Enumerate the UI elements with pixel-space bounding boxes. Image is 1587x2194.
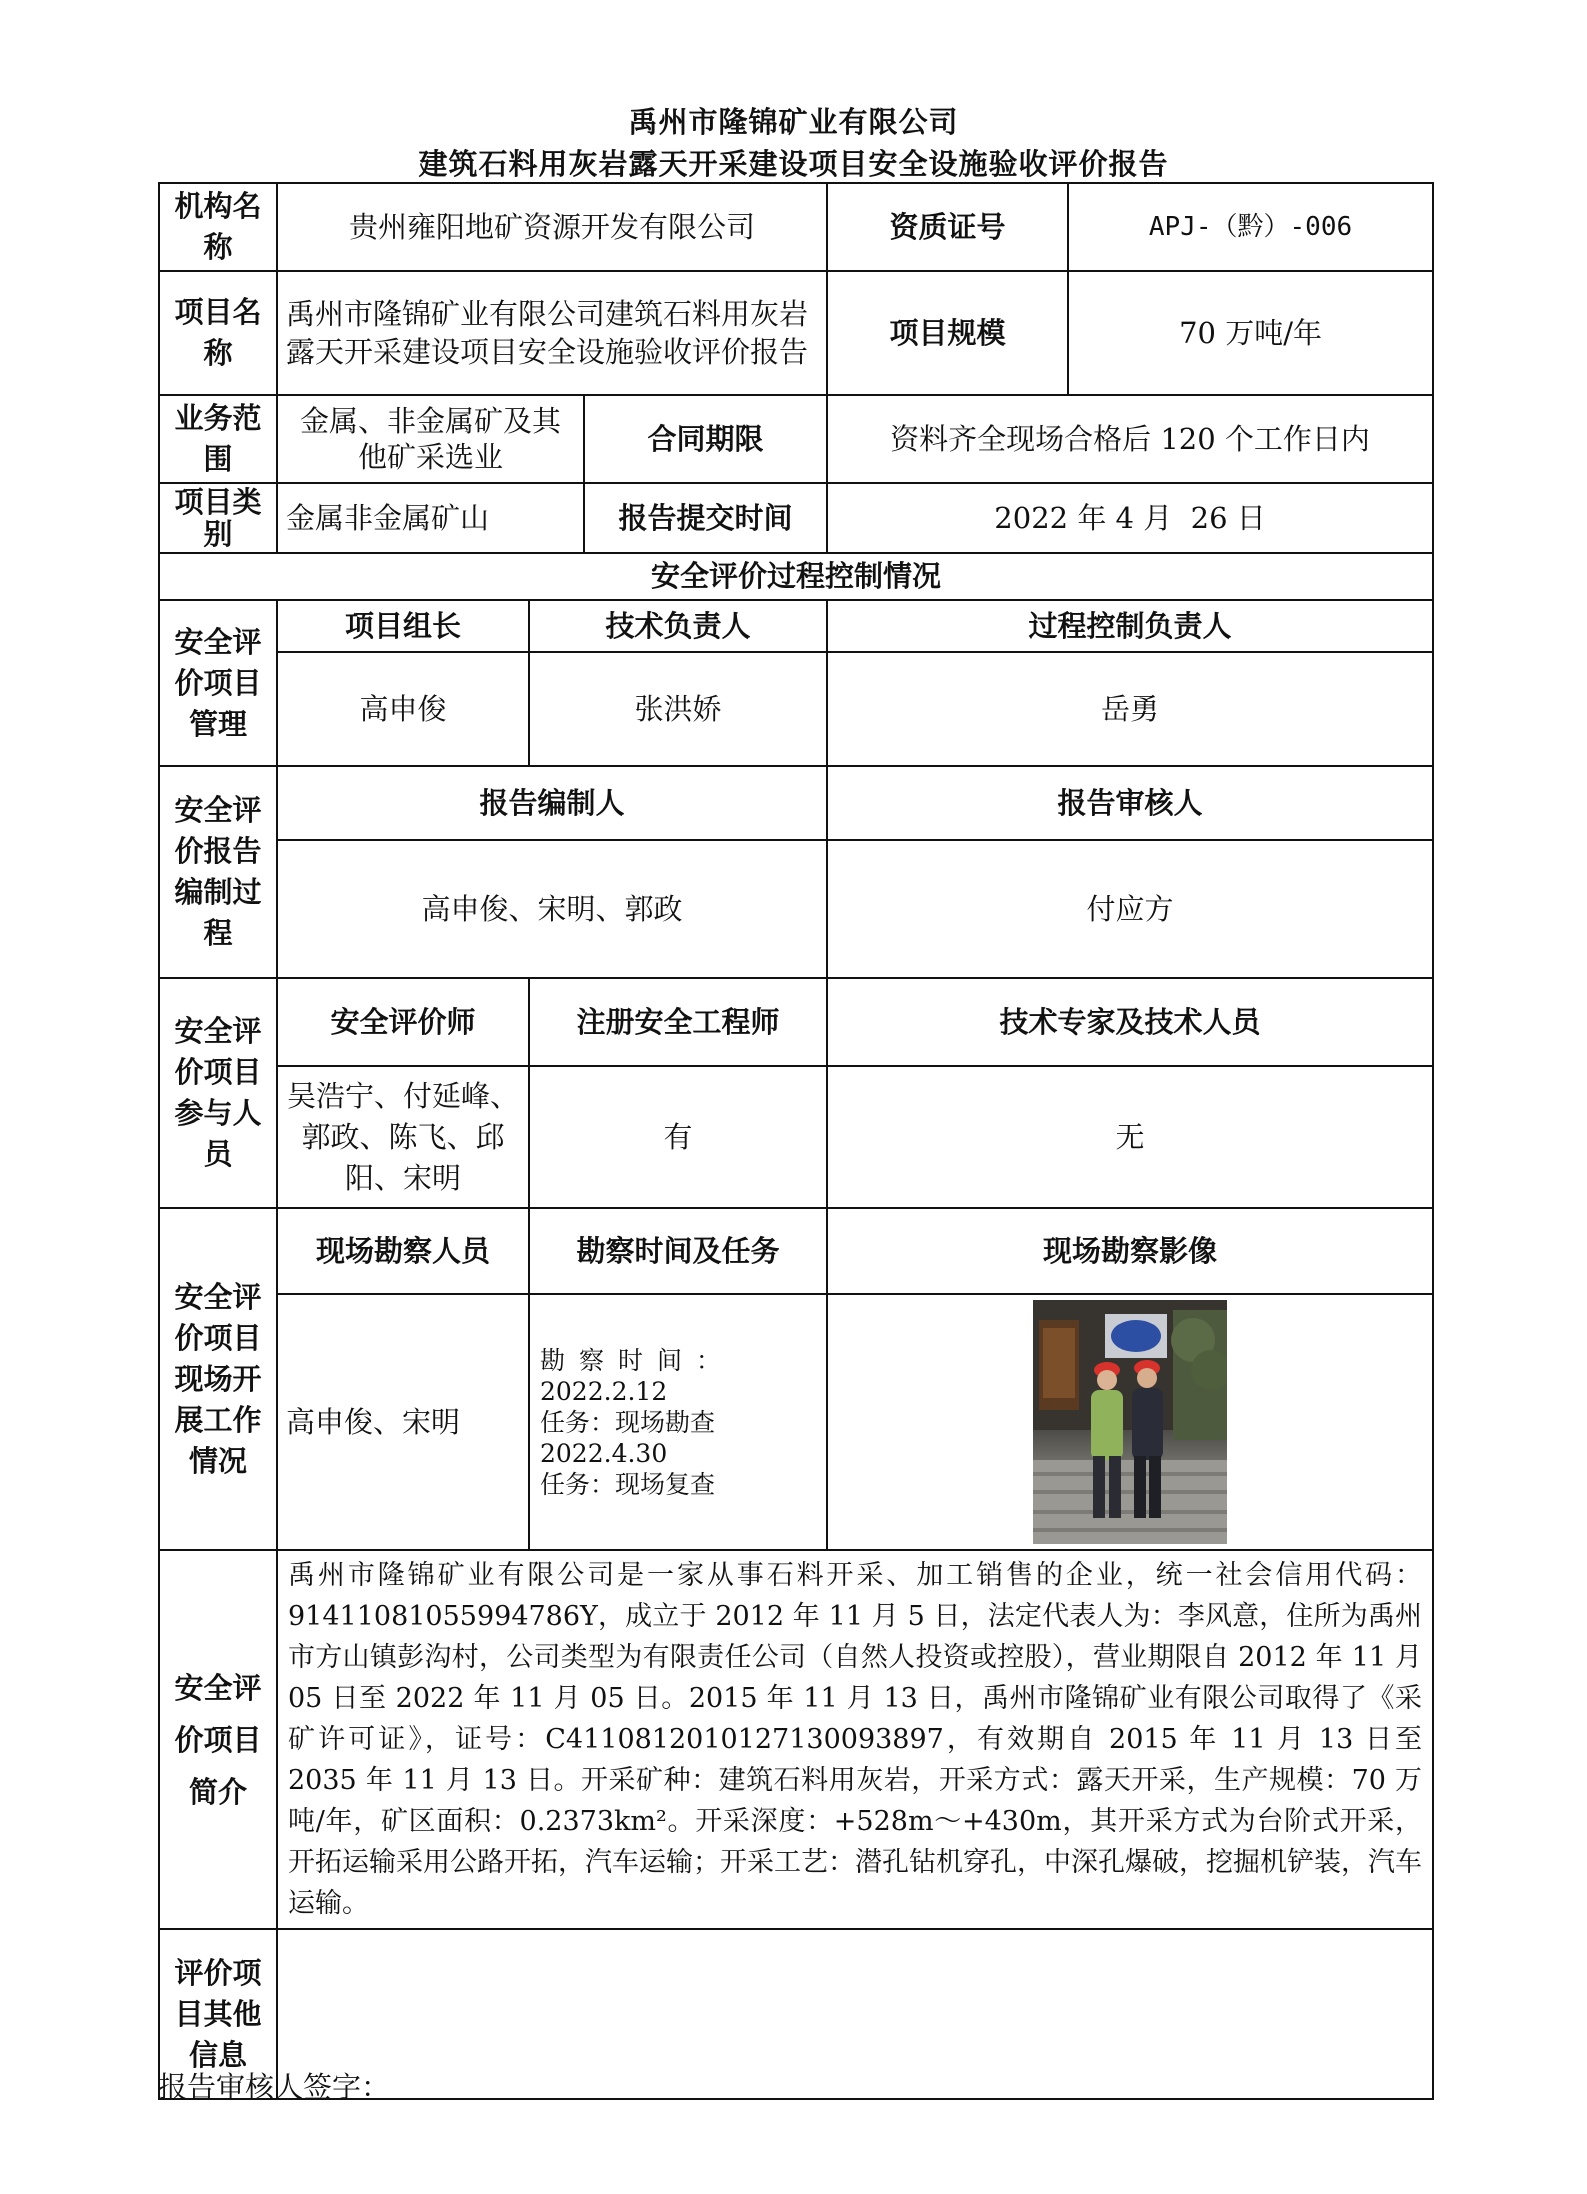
compile-label: 安全评价报告编制过程	[159, 766, 277, 978]
business-label: 业务范围	[159, 395, 277, 483]
evaluation-form-table	[158, 182, 1434, 2100]
org-value: 贵州雍阳地矿资源开发有限公司	[277, 183, 827, 271]
report-title: 建筑石料用灰岩露天开采建设项目安全设施验收评价报告	[418, 147, 1169, 181]
site-task-line: 勘察时间：	[540, 1345, 736, 1375]
cert-value: APJ-（黔）-006	[1068, 183, 1433, 271]
site-task-line: 任务：现场复查	[540, 1469, 716, 1499]
compile-value-row	[159, 840, 1433, 978]
category-label: 项目类别	[159, 483, 277, 553]
participants-header-row	[159, 978, 1433, 1066]
site-task-line: 任务：现场勘查	[540, 1407, 716, 1437]
site-header-photo: 现场勘察影像	[827, 1208, 1433, 1294]
participants-evaluators: 吴浩宁、付延峰、郭政、陈飞、邱阳、宋明	[277, 1066, 529, 1208]
management-header-leader: 项目组长	[277, 600, 529, 652]
project-name-label: 项目名称	[159, 271, 277, 395]
participants-header-evaluator: 安全评价师	[277, 978, 529, 1066]
participants-engineer: 有	[529, 1066, 827, 1208]
submit-value: 2022 年 4 月 26 日	[827, 483, 1433, 553]
management-header-tech: 技术负责人	[529, 600, 827, 652]
compile-writer: 高申俊、宋明、郭政	[277, 840, 827, 978]
business-row	[159, 395, 1433, 483]
section-title: 安全评价过程控制情况	[159, 553, 1433, 600]
intro-text: 禹州市隆锦矿业有限公司是一家从事石料开采、加工销售的企业，统一社会信用代码：91411081055994786Y，成立于 2012 年 11 月 5 日，法定代表人为：李风意，住所为禹州市方山镇彭沟村，公司类型为有限责任公司（自然人投资或控股），营业期限自 2012 年 11 月 05 日至 2022 年 11 月 05 日。2015 年 11 月 13 日，禹州市隆锦矿业有限公司取得了《采矿许可证》，证号：C4110812010127130093897，有效期自 2015 年 11 月 13 日至 2035 年 11 月 13 日。开采矿种：建筑石料用灰岩，开采方式：露天开采，生产规模：70 万吨/年，矿区面积：0.2373km²。开采深度：+528m～+430m，其开采方式为台阶式开采，开拓运输采用公路开拓，汽车运输；开采工艺：潜孔钻机穿孔，中深孔爆破，挖掘机铲装，汽车运输。	[277, 1550, 1433, 1929]
cert-label: 资质证号	[827, 183, 1068, 271]
category-value: 金属非金属矿山	[277, 483, 584, 553]
management-label: 安全评价项目管理	[159, 600, 277, 766]
compile-header-reviewer: 报告审核人	[827, 766, 1433, 840]
other-label: 评价项目其他信息	[159, 1929, 277, 2099]
contract-label: 合同期限	[584, 395, 827, 483]
compile-header-row	[159, 766, 1433, 840]
org-label: 机构名称	[159, 183, 277, 271]
compile-reviewer: 付应方	[827, 840, 1433, 978]
submit-label: 报告提交时间	[584, 483, 827, 553]
site-task	[529, 1294, 827, 1550]
management-tech: 张洪娇	[529, 652, 827, 766]
signature-label: 报告审核人签字：	[158, 2070, 391, 2104]
other-value	[277, 1929, 1433, 2099]
participants-header-experts: 技术专家及技术人员	[827, 978, 1433, 1066]
site-value-row	[159, 1294, 1433, 1550]
category-row	[159, 483, 1433, 553]
site-photo-image	[1033, 1300, 1227, 1544]
participants-experts: 无	[827, 1066, 1433, 1208]
management-control: 岳勇	[827, 652, 1433, 766]
participants-value-row	[159, 1066, 1433, 1208]
site-photo-cell	[827, 1294, 1433, 1550]
scale-value: 70 万吨/年	[1068, 271, 1433, 395]
site-task-line: 2022.2.12	[540, 1376, 668, 1406]
site-people: 高申俊、宋明	[277, 1294, 529, 1550]
project-name-value: 禹州市隆锦矿业有限公司建筑石料用灰岩露天开采建设项目安全设施验收评价报告	[277, 271, 827, 395]
compile-header-writer: 报告编制人	[277, 766, 827, 840]
section-title-row	[159, 553, 1433, 600]
contract-value: 资料齐全现场合格后 120 个工作日内	[827, 395, 1433, 483]
site-photo	[1033, 1300, 1227, 1544]
site-header-task: 勘察时间及任务	[529, 1208, 827, 1294]
management-value-row	[159, 652, 1433, 766]
management-header-row	[159, 600, 1433, 652]
project-name-row	[159, 271, 1433, 395]
participants-label: 安全评价项目参与人员	[159, 978, 277, 1208]
site-header-row	[159, 1208, 1433, 1294]
business-value: 金属、非金属矿及其他矿采选业	[277, 395, 584, 483]
management-header-control: 过程控制负责人	[827, 600, 1433, 652]
org-row	[159, 183, 1433, 271]
intro-label: 安全评价项目简介	[159, 1550, 277, 1929]
scale-label: 项目规模	[827, 271, 1068, 395]
participants-header-engineer: 注册安全工程师	[529, 978, 827, 1066]
intro-row	[159, 1550, 1433, 1929]
site-task-line: 2022.4.30	[540, 1438, 668, 1468]
management-leader: 高申俊	[277, 652, 529, 766]
company-title: 禹州市隆锦矿业有限公司	[628, 105, 959, 139]
site-header-people: 现场勘察人员	[277, 1208, 529, 1294]
site-label: 安全评价项目现场开展工作情况	[159, 1208, 277, 1550]
